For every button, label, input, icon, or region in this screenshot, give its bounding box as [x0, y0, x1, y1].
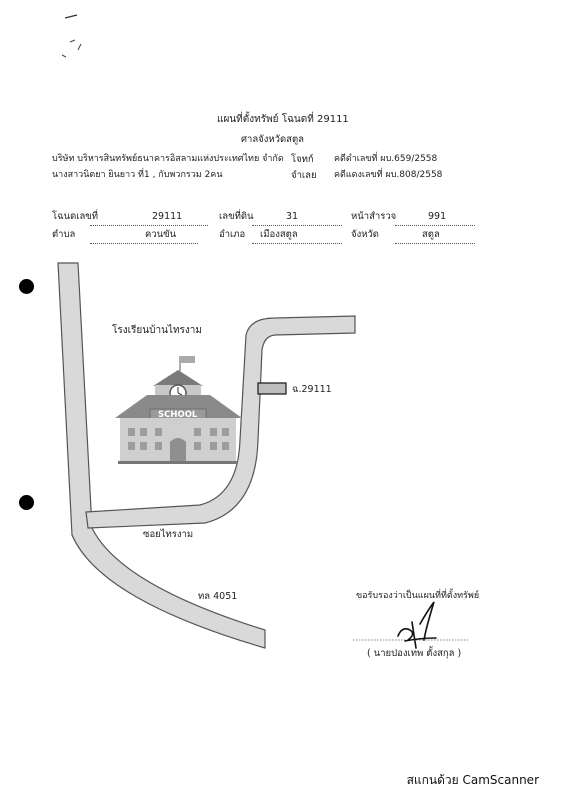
- subdistrict-label: ตำบล: [52, 229, 76, 240]
- district-label: อำเภอ: [219, 229, 246, 240]
- plot-label: ฉ.29111: [292, 384, 332, 395]
- highway-label: ทล 4051: [198, 591, 238, 602]
- red-case-number: คดีแดงเลขที่ ผบ.808/2558: [334, 170, 443, 180]
- defendant-role: จำเลย: [291, 170, 317, 181]
- camscanner-watermark: สแกนด้วย CamScanner: [406, 773, 539, 787]
- black-case-number: คดีดำเลขที่ ผบ.659/2558: [334, 154, 438, 164]
- province-value: สตูล: [422, 229, 440, 240]
- school-sign-text: SCHOOL: [158, 410, 198, 420]
- land-no-value: 31: [286, 211, 299, 222]
- district-value: เมืองสตูล: [260, 229, 298, 240]
- survey-value: 991: [428, 211, 447, 222]
- plot-marker: [258, 383, 286, 394]
- signature: [398, 602, 436, 648]
- document-title: แผนที่ตั้งทรัพย์ โฉนดที่ 29111: [217, 114, 349, 125]
- court-name: ศาลจังหวัดสตูล: [241, 134, 304, 145]
- province-label: จังหวัด: [351, 229, 379, 240]
- subdistrict-value: ควนขัน: [145, 229, 177, 240]
- plaintiff-role: โจทก์: [291, 154, 314, 165]
- survey-label: หน้าสำรวจ: [351, 211, 397, 222]
- defendant-name: นางสาวนิตยา ยินยาว ที่1 , กับพวกรวม 2คน: [52, 170, 223, 180]
- certification-statement: ขอรับรองว่าเป็นแผนที่ที่ตั้งทรัพย์: [356, 591, 480, 601]
- land-no-label: เลขที่ดิน: [219, 211, 254, 222]
- plaintiff-name: บริษัท บริหารสินทรัพย์ธนาคารอิสลามแห่งประเทศไทย จำกัด: [52, 154, 284, 164]
- signer-name: ( นายปองเทพ ตั้งสกุล ): [367, 648, 462, 659]
- soi-label: ซอยไทรงาม: [143, 529, 194, 540]
- deed-no-value: 29111: [152, 211, 183, 222]
- school-label: โรงเรียนบ้านไทรงาม: [112, 325, 202, 336]
- deed-no-label: โฉนดเลขที่: [52, 211, 99, 222]
